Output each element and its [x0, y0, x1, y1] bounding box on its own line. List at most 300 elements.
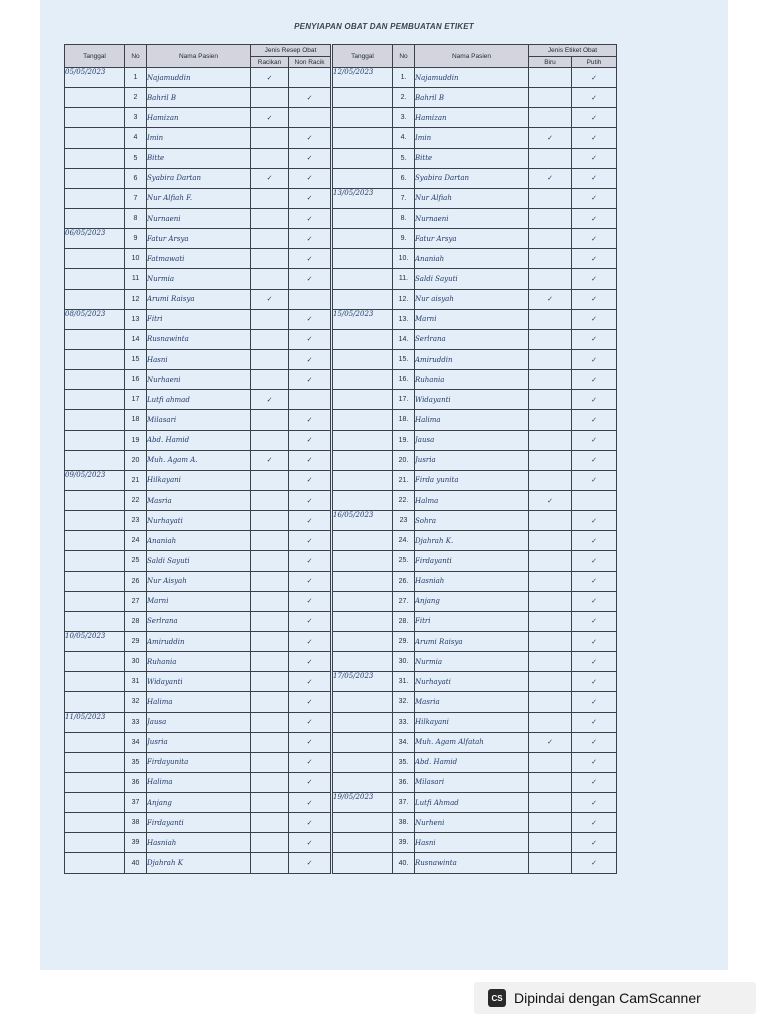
putih-check: ✓	[572, 531, 617, 551]
table-row	[333, 652, 617, 672]
table-row	[65, 772, 331, 792]
row-number: 22.	[393, 490, 415, 510]
patient-name: Nurmia	[415, 652, 529, 672]
biru-check	[529, 88, 572, 108]
row-number: 21	[125, 470, 147, 490]
racikan-check	[251, 490, 289, 510]
non-racik-check: ✓	[289, 329, 331, 349]
biru-check	[529, 531, 572, 551]
putih-check: ✓	[572, 470, 617, 490]
date-cell	[65, 450, 125, 470]
date-cell: 13/05/2023	[333, 188, 393, 208]
putih-check: ✓	[572, 672, 617, 692]
table-row	[333, 591, 617, 611]
putih-check: ✓	[572, 853, 617, 873]
row-number: 13.	[393, 309, 415, 329]
table-row	[333, 249, 617, 269]
racikan-check: ✓	[251, 108, 289, 128]
racikan-check	[251, 732, 289, 752]
table-row	[333, 732, 617, 752]
putih-check: ✓	[572, 652, 617, 672]
row-number: 20.	[393, 450, 415, 470]
biru-check: ✓	[529, 490, 572, 510]
row-number: 28.	[393, 611, 415, 631]
patient-name: Hasni	[415, 833, 529, 853]
row-number: 31.	[393, 672, 415, 692]
patient-name: Fatur Arsya	[147, 229, 251, 249]
non-racik-check	[289, 108, 331, 128]
row-number: 14	[125, 329, 147, 349]
row-number: 9	[125, 229, 147, 249]
non-racik-check: ✓	[289, 531, 331, 551]
date-cell	[333, 289, 393, 309]
row-number: 33	[125, 712, 147, 732]
patient-name: Firdayunita	[147, 752, 251, 772]
patient-name: Masria	[147, 490, 251, 510]
patient-name: Hamizan	[147, 108, 251, 128]
racikan-check	[251, 329, 289, 349]
non-racik-check: ✓	[289, 672, 331, 692]
date-cell: 17/05/2023	[333, 672, 393, 692]
header-no: No	[393, 45, 415, 68]
patient-name: Fatmawati	[147, 249, 251, 269]
date-cell	[333, 853, 393, 873]
row-number: 10.	[393, 249, 415, 269]
row-number: 31	[125, 672, 147, 692]
table-row	[65, 470, 331, 490]
row-number: 21.	[393, 470, 415, 490]
date-cell	[333, 168, 393, 188]
putih-check: ✓	[572, 309, 617, 329]
patient-name: Fitri	[415, 611, 529, 631]
patient-name: Hilkayani	[415, 712, 529, 732]
row-number: 17.	[393, 390, 415, 410]
racikan-check: ✓	[251, 168, 289, 188]
putih-check: ✓	[572, 249, 617, 269]
date-cell	[65, 390, 125, 410]
table-row	[333, 108, 617, 128]
non-racik-check: ✓	[289, 309, 331, 329]
table-row	[65, 289, 331, 309]
racikan-check	[251, 611, 289, 631]
biru-check	[529, 410, 572, 430]
row-number: 35.	[393, 752, 415, 772]
patient-name: Imin	[147, 128, 251, 148]
table-row	[333, 188, 617, 208]
patient-name: Rusnawinta	[147, 329, 251, 349]
patient-name: Nur Aisyah	[147, 571, 251, 591]
date-cell	[65, 813, 125, 833]
patient-name: Bitte	[147, 148, 251, 168]
date-cell	[65, 752, 125, 772]
patient-name: Fatur Arsya	[415, 229, 529, 249]
racikan-check	[251, 148, 289, 168]
patient-name: Hamizan	[415, 108, 529, 128]
date-cell	[65, 370, 125, 390]
racikan-check	[251, 470, 289, 490]
biru-check	[529, 672, 572, 692]
non-racik-check: ✓	[289, 188, 331, 208]
table-row	[333, 470, 617, 490]
biru-check	[529, 68, 572, 88]
racikan-check	[251, 833, 289, 853]
table-row	[65, 450, 331, 470]
row-number: 24.	[393, 531, 415, 551]
non-racik-check: ✓	[289, 249, 331, 269]
row-number: 28	[125, 611, 147, 631]
date-cell: 08/05/2023	[65, 309, 125, 329]
date-cell	[333, 450, 393, 470]
putih-check: ✓	[572, 571, 617, 591]
camscanner-badge	[474, 982, 756, 1014]
date-cell	[65, 289, 125, 309]
racikan-check	[251, 370, 289, 390]
row-number: 36.	[393, 772, 415, 792]
patient-name: Najamuddin	[147, 68, 251, 88]
row-number: 34.	[393, 732, 415, 752]
row-number: 9.	[393, 229, 415, 249]
table-row	[65, 853, 331, 873]
putih-check: ✓	[572, 631, 617, 651]
row-number: 8	[125, 208, 147, 228]
racikan-check	[251, 269, 289, 289]
racikan-check	[251, 128, 289, 148]
non-racik-check: ✓	[289, 833, 331, 853]
table-row	[333, 793, 617, 813]
date-cell	[65, 128, 125, 148]
date-cell	[65, 511, 125, 531]
date-cell	[333, 370, 393, 390]
date-cell	[65, 571, 125, 591]
patient-name: Widayanti	[415, 390, 529, 410]
row-number: 36	[125, 772, 147, 792]
table-row	[333, 269, 617, 289]
date-cell	[333, 611, 393, 631]
biru-check	[529, 108, 572, 128]
biru-check	[529, 712, 572, 732]
patient-name: Jausa	[147, 712, 251, 732]
date-cell	[65, 490, 125, 510]
putih-check: ✓	[572, 591, 617, 611]
racikan-check	[251, 349, 289, 369]
row-number: 20	[125, 450, 147, 470]
racikan-check	[251, 752, 289, 772]
putih-check: ✓	[572, 168, 617, 188]
table-row	[333, 168, 617, 188]
table-row	[333, 349, 617, 369]
date-cell	[333, 631, 393, 651]
patient-name: Ruhania	[415, 370, 529, 390]
non-racik-check: ✓	[289, 813, 331, 833]
row-number: 4	[125, 128, 147, 148]
putih-check: ✓	[572, 108, 617, 128]
table-row	[65, 591, 331, 611]
date-cell	[65, 551, 125, 571]
putih-check	[572, 490, 617, 510]
table-row	[333, 128, 617, 148]
racikan-check	[251, 571, 289, 591]
biru-check	[529, 430, 572, 450]
biru-check	[529, 208, 572, 228]
biru-check	[529, 229, 572, 249]
table-row	[333, 370, 617, 390]
patient-name: Jausa	[415, 430, 529, 450]
non-racik-check: ✓	[289, 652, 331, 672]
table-row	[333, 88, 617, 108]
date-cell	[65, 652, 125, 672]
row-number: 39	[125, 833, 147, 853]
date-cell	[65, 611, 125, 631]
biru-check: ✓	[529, 168, 572, 188]
date-cell: 10/05/2023	[65, 631, 125, 651]
biru-check	[529, 450, 572, 470]
table-row	[65, 269, 331, 289]
non-racik-check: ✓	[289, 269, 331, 289]
row-number: 15.	[393, 349, 415, 369]
patient-name: Halima	[147, 692, 251, 712]
date-cell	[65, 692, 125, 712]
non-racik-check: ✓	[289, 470, 331, 490]
patient-name: Nurnaeni	[415, 208, 529, 228]
patient-name: Firdayanti	[147, 813, 251, 833]
patient-name: Jusria	[415, 450, 529, 470]
table-row	[333, 208, 617, 228]
patient-name: Syabira Dartan	[415, 168, 529, 188]
row-number: 34	[125, 732, 147, 752]
header-putih: Putih	[572, 57, 617, 68]
racikan-check: ✓	[251, 390, 289, 410]
date-cell	[65, 430, 125, 450]
biru-check	[529, 652, 572, 672]
patient-name: Marni	[415, 309, 529, 329]
putih-check: ✓	[572, 269, 617, 289]
date-cell	[333, 249, 393, 269]
table-row	[333, 229, 617, 249]
table-row	[65, 148, 331, 168]
camscanner-logo: CS	[488, 989, 506, 1007]
table-row	[65, 168, 331, 188]
non-racik-check: ✓	[289, 511, 331, 531]
patient-name: Amiruddin	[415, 349, 529, 369]
biru-check	[529, 269, 572, 289]
table-row	[333, 289, 617, 309]
row-number: 17	[125, 390, 147, 410]
date-cell	[333, 692, 393, 712]
patient-name: Firdayanti	[415, 551, 529, 571]
table-row	[65, 188, 331, 208]
patient-name: Hasni	[147, 349, 251, 369]
racikan-check: ✓	[251, 450, 289, 470]
non-racik-check: ✓	[289, 772, 331, 792]
table-row	[65, 531, 331, 551]
putih-check: ✓	[572, 692, 617, 712]
date-cell	[333, 752, 393, 772]
date-cell	[65, 168, 125, 188]
date-cell	[65, 249, 125, 269]
table-row	[65, 551, 331, 571]
patient-name: Fitri	[147, 309, 251, 329]
patient-name: Nurmia	[147, 269, 251, 289]
table-row	[65, 88, 331, 108]
patient-name: Halma	[415, 490, 529, 510]
patient-name: Muh. Agam A.	[147, 450, 251, 470]
racikan-check	[251, 309, 289, 329]
row-number: 40	[125, 853, 147, 873]
racikan-check	[251, 511, 289, 531]
patient-name: Jusria	[147, 732, 251, 752]
racikan-check	[251, 712, 289, 732]
table-row	[65, 833, 331, 853]
patient-name: Hasniah	[147, 833, 251, 853]
patient-name: Imin	[415, 128, 529, 148]
row-number: 13	[125, 309, 147, 329]
patient-name: Amiruddin	[147, 631, 251, 651]
table-row	[65, 490, 331, 510]
table-row	[333, 511, 617, 531]
patient-name: Djahrah K	[147, 853, 251, 873]
patient-name: Hasniah	[415, 571, 529, 591]
table-row	[65, 571, 331, 591]
putih-check: ✓	[572, 833, 617, 853]
date-cell	[65, 329, 125, 349]
date-cell	[65, 672, 125, 692]
label-type-table	[332, 44, 617, 874]
date-cell: 12/05/2023	[333, 68, 393, 88]
patient-name: Sohra	[415, 511, 529, 531]
date-cell	[333, 712, 393, 732]
date-cell: 05/05/2023	[65, 68, 125, 88]
table-row	[65, 652, 331, 672]
putih-check: ✓	[572, 772, 617, 792]
row-number: 19	[125, 430, 147, 450]
putih-check: ✓	[572, 188, 617, 208]
date-cell: 06/05/2023	[65, 229, 125, 249]
patient-name: Firda yunita	[415, 470, 529, 490]
table-row	[333, 772, 617, 792]
table-row	[333, 571, 617, 591]
patient-name: Syabira Dartan	[147, 168, 251, 188]
biru-check	[529, 611, 572, 631]
date-cell	[333, 329, 393, 349]
date-cell	[333, 410, 393, 430]
putih-check: ✓	[572, 370, 617, 390]
date-cell	[65, 732, 125, 752]
camscanner-text: Dipindai dengan CamScanner	[514, 990, 701, 1006]
putih-check: ✓	[572, 289, 617, 309]
date-cell	[333, 813, 393, 833]
non-racik-check: ✓	[289, 712, 331, 732]
non-racik-check: ✓	[289, 148, 331, 168]
patient-name: Hilkayani	[147, 470, 251, 490]
biru-check	[529, 631, 572, 651]
table-row	[333, 813, 617, 833]
row-number: 37.	[393, 793, 415, 813]
table-row	[65, 813, 331, 833]
non-racik-check: ✓	[289, 370, 331, 390]
row-number: 37	[125, 793, 147, 813]
patient-name: Ananiah	[415, 249, 529, 269]
biru-check	[529, 833, 572, 853]
patient-name: Nurnaeni	[147, 208, 251, 228]
patient-name: Nurhayati	[415, 672, 529, 692]
header-jenis-etiket-obat: Jenis Etiket Obat	[529, 45, 617, 57]
patient-name: Halima	[415, 410, 529, 430]
row-number: 25	[125, 551, 147, 571]
header-jenis-resep-obat: Jenis Resep Obat	[251, 45, 331, 57]
putih-check: ✓	[572, 752, 617, 772]
row-number: 27.	[393, 591, 415, 611]
biru-check	[529, 329, 572, 349]
date-cell: 11/05/2023	[65, 712, 125, 732]
row-number: 22	[125, 490, 147, 510]
date-cell	[333, 571, 393, 591]
row-number: 7.	[393, 188, 415, 208]
racikan-check	[251, 793, 289, 813]
row-number: 2	[125, 88, 147, 108]
patient-name: Nur Alfiah F.	[147, 188, 251, 208]
biru-check: ✓	[529, 289, 572, 309]
racikan-check	[251, 591, 289, 611]
row-number: 29	[125, 631, 147, 651]
row-number: 8.	[393, 208, 415, 228]
racikan-check	[251, 551, 289, 571]
date-cell	[333, 551, 393, 571]
table-row	[65, 370, 331, 390]
row-number: 26	[125, 571, 147, 591]
patient-name: Arumi Raisya	[147, 289, 251, 309]
table-row	[333, 329, 617, 349]
putih-check: ✓	[572, 813, 617, 833]
table-row	[333, 450, 617, 470]
row-number: 12.	[393, 289, 415, 309]
putih-check: ✓	[572, 732, 617, 752]
biru-check	[529, 511, 572, 531]
date-cell	[65, 349, 125, 369]
putih-check: ✓	[572, 329, 617, 349]
date-cell	[333, 652, 393, 672]
racikan-check	[251, 430, 289, 450]
table-row	[333, 833, 617, 853]
non-racik-check: ✓	[289, 208, 331, 228]
patient-name: Anjang	[147, 793, 251, 813]
date-cell: 09/05/2023	[65, 470, 125, 490]
table-row	[333, 611, 617, 631]
patient-name: Muh. Agam Alfatah	[415, 732, 529, 752]
table-row	[333, 551, 617, 571]
table-row	[65, 752, 331, 772]
header-nama-pasien: Nama Pasien	[415, 45, 529, 68]
non-racik-check: ✓	[289, 349, 331, 369]
table-row	[333, 309, 617, 329]
patient-name: Bahril B	[147, 88, 251, 108]
date-cell	[65, 793, 125, 813]
date-cell	[65, 108, 125, 128]
date-cell: 15/05/2023	[333, 309, 393, 329]
non-racik-check: ✓	[289, 692, 331, 712]
row-number: 26.	[393, 571, 415, 591]
non-racik-check: ✓	[289, 853, 331, 873]
patient-name: Abd. Hamid	[147, 430, 251, 450]
biru-check	[529, 390, 572, 410]
row-number: 3.	[393, 108, 415, 128]
row-number: 38.	[393, 813, 415, 833]
table-row	[65, 672, 331, 692]
non-racik-check: ✓	[289, 168, 331, 188]
table-row	[333, 672, 617, 692]
date-cell	[65, 148, 125, 168]
patient-name: Bahril B	[415, 88, 529, 108]
row-number: 1.	[393, 68, 415, 88]
